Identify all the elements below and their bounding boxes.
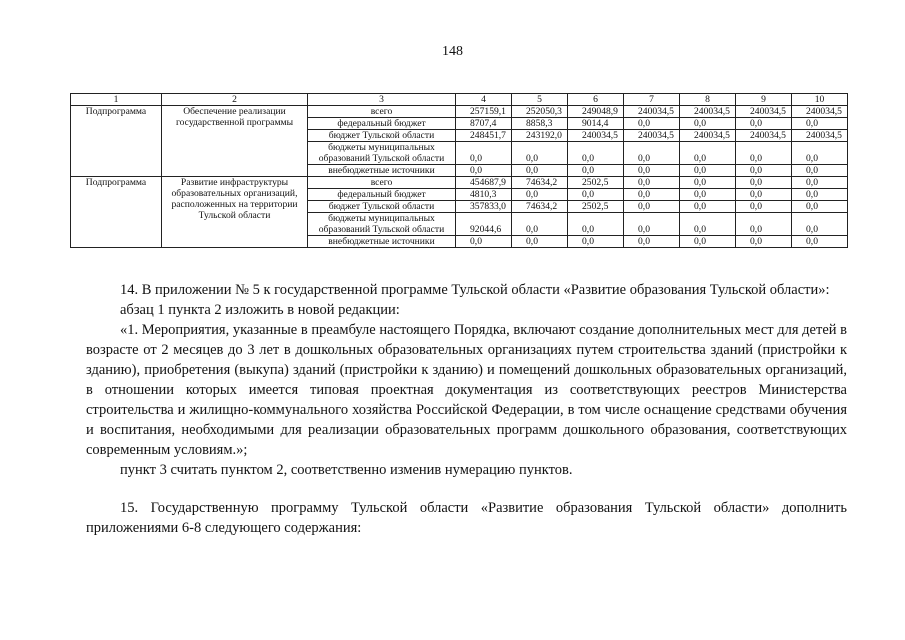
value-cell: 0,0	[456, 236, 512, 248]
value-cell: 0,0	[792, 142, 848, 165]
value-cell: 240034,5	[792, 130, 848, 142]
value-cell: 74634,2	[512, 201, 568, 213]
value-cell: 240034,5	[680, 106, 736, 118]
value-cell: 0,0	[792, 118, 848, 130]
value-cell: 2502,5	[568, 177, 624, 189]
document-text	[86, 280, 847, 538]
value-cell: 357833,0	[456, 201, 512, 213]
value-cell: 0,0	[736, 201, 792, 213]
funding-source-cell: внебюджетные источники	[308, 165, 456, 177]
value-cell: 0,0	[680, 177, 736, 189]
value-cell: 0,0	[568, 142, 624, 165]
value-cell: 0,0	[512, 213, 568, 236]
value-cell: 257159,1	[456, 106, 512, 118]
funding-source-cell: всего	[308, 106, 456, 118]
value-cell: 0,0	[624, 236, 680, 248]
value-cell: 240034,5	[568, 130, 624, 142]
value-cell: 0,0	[680, 165, 736, 177]
value-cell: 0,0	[792, 189, 848, 201]
value-cell: 0,0	[680, 236, 736, 248]
value-cell: 0,0	[792, 213, 848, 236]
funding-source-cell: федеральный бюджет	[308, 118, 456, 130]
value-cell: 0,0	[680, 213, 736, 236]
value-cell: 0,0	[568, 189, 624, 201]
value-cell: 0,0	[680, 189, 736, 201]
value-cell: 0,0	[792, 165, 848, 177]
value-cell: 9014,4	[568, 118, 624, 130]
value-cell: 0,0	[624, 165, 680, 177]
funding-source-cell: бюджет Тульской области	[308, 201, 456, 213]
value-cell: 0,0	[736, 142, 792, 165]
value-cell: 240034,5	[680, 130, 736, 142]
value-cell: 0,0	[624, 118, 680, 130]
value-cell: 0,0	[680, 142, 736, 165]
value-cell: 0,0	[624, 201, 680, 213]
header-cell: 3	[308, 94, 456, 106]
budget-table-body	[71, 94, 848, 248]
value-cell: 0,0	[736, 165, 792, 177]
paragraph-item-14: 14. В приложении № 5 к государственной программе Тульской области «Развитие образования Тульской области»:	[120, 282, 830, 298]
value-cell: 0,0	[512, 165, 568, 177]
value-cell: 0,0	[568, 165, 624, 177]
value-cell: 240034,5	[736, 130, 792, 142]
program-name-cell: Развитие инфраструктуры образовательных организаций, расположенных на территории Тульской области	[162, 177, 308, 248]
value-cell: 0,0	[624, 189, 680, 201]
value-cell: 0,0	[736, 236, 792, 248]
value-cell: 252050,3	[512, 106, 568, 118]
header-cell: 6	[568, 94, 624, 106]
header-cell: 9	[736, 94, 792, 106]
value-cell: 249048,9	[568, 106, 624, 118]
value-cell: 2502,5	[568, 201, 624, 213]
value-cell: 0,0	[792, 177, 848, 189]
value-cell: 0,0	[736, 213, 792, 236]
paragraph-abzac: абзац 1 пункта 2 изложить в новой редакции:	[120, 302, 400, 318]
value-cell: 4810,3	[456, 189, 512, 201]
value-cell: 0,0	[512, 142, 568, 165]
paragraph-quote: «1. Мероприятия, указанные в преамбуле настоящего Порядка, включают создание дополнительных мест для детей в возрасте от 2 месяцев до 3 лет в дошкольных образовательных организациях путем строительства зданий (пристройки к зданию), приобретения (выкупа) зданий (пристройки к зданию) и помещений дошкольных образовательных организаций, в отношении которых имеется типовая проектная документация из соответствующих реестров Министерства строительства и жилищно-коммунального хозяйства Российской Федерации, в том числе оснащение средствами обучения и воспитания, необходимыми для реализации образовательных программ дошкольного образования, соответствующих современным условиям.»;	[86, 322, 847, 458]
funding-source-cell: федеральный бюджет	[308, 189, 456, 201]
header-cell: 2	[162, 94, 308, 106]
value-cell: 0,0	[568, 236, 624, 248]
header-cell: 10	[792, 94, 848, 106]
value-cell: 0,0	[624, 142, 680, 165]
funding-source-cell: бюджеты муниципальных образований Тульской области	[308, 142, 456, 165]
funding-source-cell: внебюджетные источники	[308, 236, 456, 248]
program-name-cell: Обеспечение реализации государственной программы	[162, 106, 308, 177]
value-cell: 454687,9	[456, 177, 512, 189]
header-cell: 4	[456, 94, 512, 106]
paragraph-punkt-3: пункт 3 считать пунктом 2, соответственно изменив нумерацию пунктов.	[120, 462, 573, 478]
value-cell: 0,0	[736, 177, 792, 189]
value-cell: 243192,0	[512, 130, 568, 142]
value-cell: 240034,5	[736, 106, 792, 118]
table-row	[71, 177, 848, 189]
value-cell: 0,0	[512, 236, 568, 248]
value-cell: 248451,7	[456, 130, 512, 142]
header-cell: 8	[680, 94, 736, 106]
value-cell: 0,0	[792, 201, 848, 213]
paragraph-item-15: 15. Государственную программу Тульской области «Развитие образования Тульской области» дополнить приложениями 6-8 следующего содержания:	[86, 500, 847, 536]
page-number: 148	[442, 44, 463, 59]
value-cell: 0,0	[736, 118, 792, 130]
program-type-cell: Подпрограмма	[71, 177, 162, 248]
value-cell: 240034,5	[624, 106, 680, 118]
header-cell: 5	[512, 94, 568, 106]
table-row	[71, 106, 848, 118]
value-cell: 92044,6	[456, 213, 512, 236]
funding-source-cell: всего	[308, 177, 456, 189]
value-cell: 0,0	[456, 142, 512, 165]
funding-source-cell: бюджет Тульской области	[308, 130, 456, 142]
value-cell: 0,0	[512, 189, 568, 201]
value-cell: 0,0	[680, 201, 736, 213]
value-cell: 240034,5	[792, 106, 848, 118]
table-header-row	[71, 94, 848, 106]
value-cell: 240034,5	[624, 130, 680, 142]
value-cell: 0,0	[680, 118, 736, 130]
value-cell: 8858,3	[512, 118, 568, 130]
value-cell: 0,0	[568, 213, 624, 236]
value-cell: 74634,2	[512, 177, 568, 189]
value-cell: 0,0	[624, 177, 680, 189]
budget-table	[70, 93, 848, 248]
program-type-cell: Подпрограмма	[71, 106, 162, 177]
value-cell: 0,0	[624, 213, 680, 236]
value-cell: 0,0	[736, 189, 792, 201]
value-cell: 8707,4	[456, 118, 512, 130]
funding-source-cell: бюджеты муниципальных образований Тульской области	[308, 213, 456, 236]
value-cell: 0,0	[456, 165, 512, 177]
header-cell: 1	[71, 94, 162, 106]
header-cell: 7	[624, 94, 680, 106]
value-cell: 0,0	[792, 236, 848, 248]
